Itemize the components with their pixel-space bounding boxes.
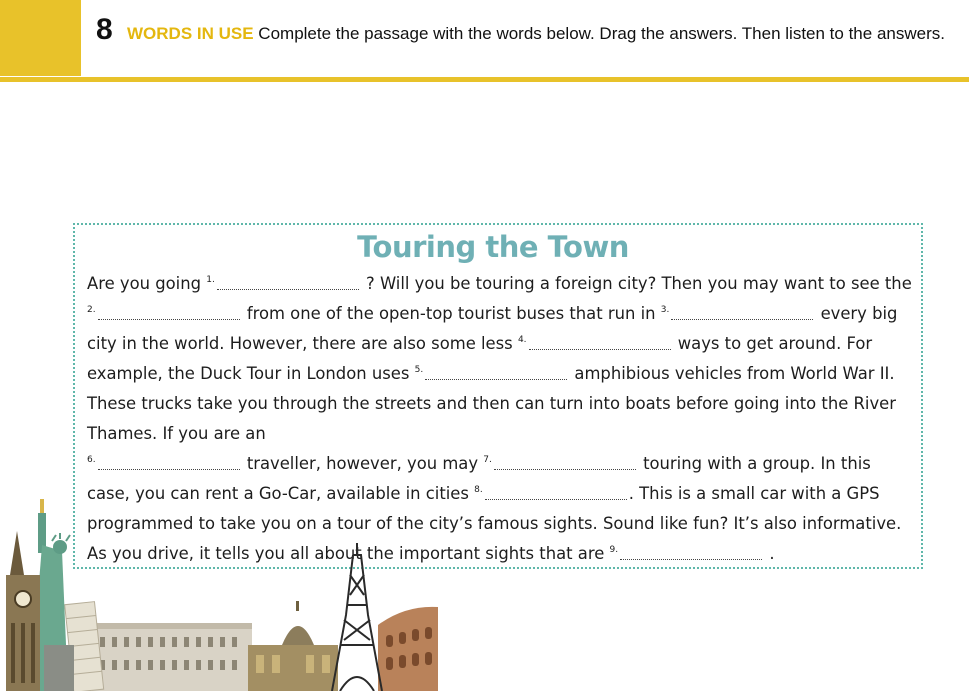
exercise-tag: WORDS IN USE [127,24,254,43]
gap-number-2: 2. [87,305,96,315]
header-divider [0,77,969,82]
answer-gap-8[interactable] [485,479,627,500]
exercise-number: 8 [96,13,113,46]
header-accent-block [0,0,81,76]
gap-number-6: 6. [87,455,96,465]
passage-segment: touring with a group. In this case, you can rent a Go-Car, available in cities [87,454,871,503]
gap-number-9: 9. [609,545,619,555]
passage-segment: traveller, however, you may [246,454,479,473]
eiffel-tower-icon [332,543,382,691]
palace-icon [92,623,252,691]
passage-segment: ? Will you be touring a foreign city? Then you may want to see the [366,274,912,293]
answer-gap-7[interactable] [494,449,636,470]
exercise-instruction [127,24,947,44]
passage-segment: . This is a small car with a GPS programmed to take you on a tour of the city’s famous sights. Sound like fun? It’s also informative. As you drive, it tells you all about the important sights that are [87,484,902,563]
landmarks-illustration [0,495,440,691]
passage-segment: from one of the open-top tourist buses that run in [246,304,656,323]
answer-gap-4[interactable] [529,329,671,350]
passage-segment: Are you going [87,274,201,293]
instruction-text: Complete the passage with the words below. Drag the answers. Then listen to the answers. [258,24,945,43]
answer-gap-1[interactable] [217,269,359,290]
passage-title: Touring the Town [357,230,629,264]
passage-segment: . [769,544,775,563]
gap-number-5: 5. [414,365,424,375]
domed-building-icon [248,601,338,691]
gap-number-8: 8. [474,485,483,495]
gap-number-7: 7. [483,455,492,465]
gap-number-4: 4. [517,335,527,345]
gap-number-3: 3. [660,305,670,315]
answer-gap-6[interactable] [98,449,240,470]
answer-gap-5[interactable] [425,359,567,380]
answer-gap-3[interactable] [671,299,813,320]
passage-segment: ways to get around. For example, the Duck Tour in London uses [87,334,873,383]
answer-gap-9[interactable] [620,539,762,560]
answer-gap-2[interactable] [98,299,240,320]
passage-segment: amphibious vehicles from World War II. These trucks take you through the streets and then can turn into boats before going into the River Thames. If you are an [87,364,896,443]
passage-segment: every big city in the world. However, there are also some less [87,304,898,353]
big-ben-icon [6,531,40,691]
colosseum-icon [378,607,438,691]
statue-of-liberty-icon [38,499,74,691]
gap-number-1: 1. [206,275,215,285]
